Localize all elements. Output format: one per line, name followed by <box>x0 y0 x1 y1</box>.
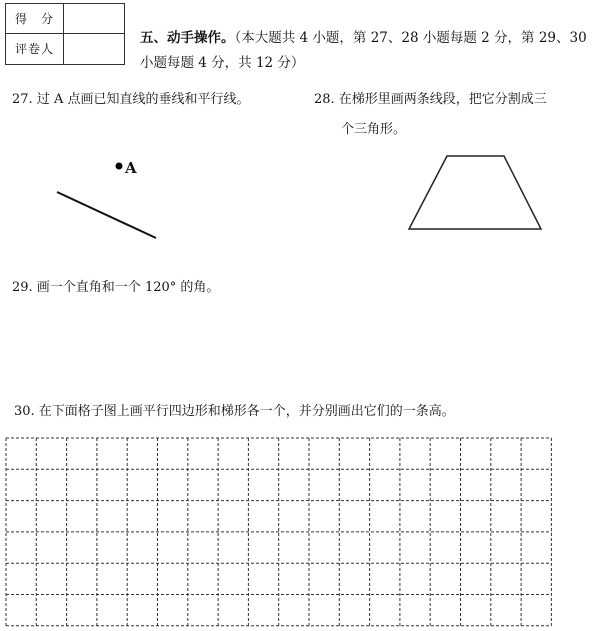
section-title: 五、动手操作。 <box>140 30 235 46</box>
given-line <box>57 192 156 238</box>
question-29: 29. 画一个直角和一个 120° 的角。 <box>12 280 220 295</box>
score-label: 得 分 <box>6 4 64 33</box>
trapezoid-figure <box>409 156 541 229</box>
question-28: 28. 在梯形里画两条线段，把它分割成三 <box>314 92 547 107</box>
question-28-continued: 个三角形。 <box>341 122 407 137</box>
point-a-label: A <box>125 159 137 177</box>
drawing-grid[interactable] <box>5 437 553 631</box>
question-30: 30. 在下面格子图上画平行四边形和梯形各一个，并分别画出它们的一条高。 <box>14 404 455 419</box>
point-a-dot <box>116 163 123 170</box>
grid-lines[interactable] <box>5 437 553 627</box>
grader-label: 评卷人 <box>6 34 64 64</box>
question-27: 27. 过 A 点画已知直线的垂线和平行线。 <box>12 92 250 107</box>
question-figures <box>0 0 601 300</box>
section-description: （本大题共 4 小题，第 27、28 小题每题 2 分，第 29、30 小题每题 4 分，共 12 分） <box>140 30 587 71</box>
